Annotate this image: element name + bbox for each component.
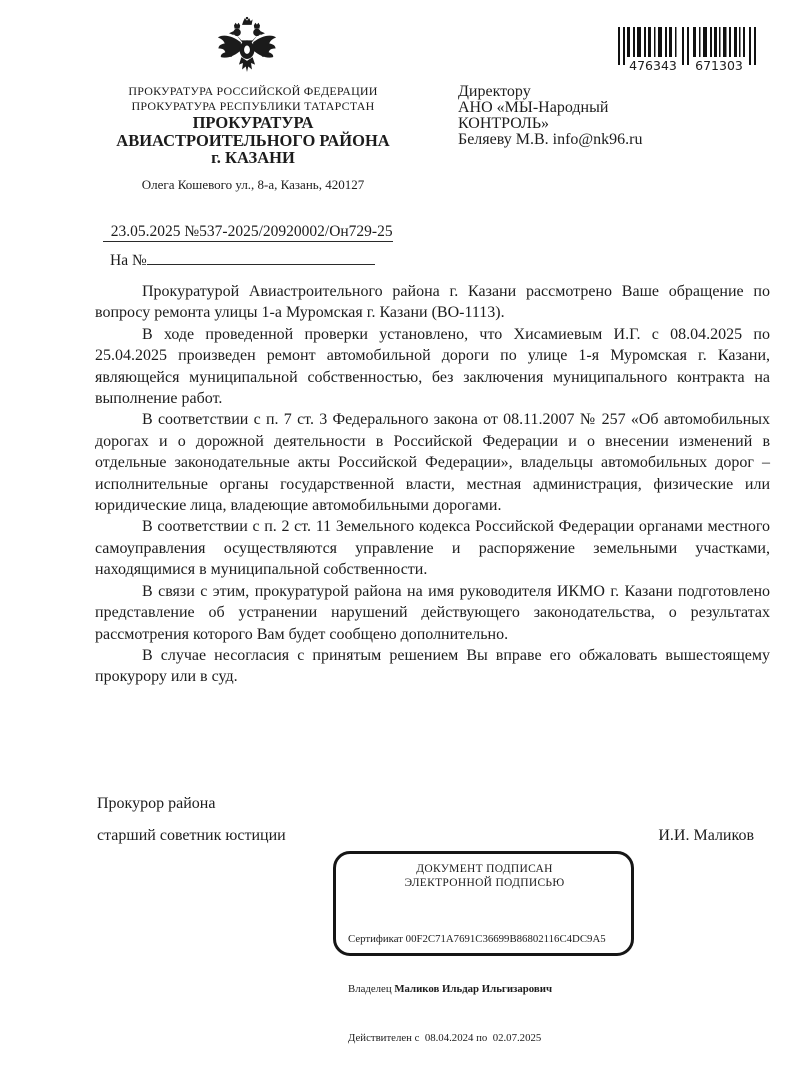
reference-line [103, 223, 393, 241]
stamp-title-line1: ДОКУМЕНТ ПОДПИСАН [416, 863, 553, 875]
barcode-right-digits: 671303 [695, 58, 743, 73]
paragraph: В ходе проведенной проверки установлено, что Хисамиевым И.Г. с 08.04.2025 по 25.04.2025 произведен ремонт автомобильной дороги по улице 1-я Муромская г. Казани, являющейся муниципальной собственностью, без заключения муниципального контракта на выполнение работ. [95, 325, 770, 408]
org-line-tatarstan: ПРОКУРАТУРА РЕСПУБЛИКИ ТАТАРСТАН [131, 99, 375, 113]
stamp-validity-row [348, 1030, 621, 1047]
paragraph: В связи с этим, прокуратурой района на имя руководителя ИКМО г. Казани подготовлено представление об устранении нарушений действующего законодательства, о результатах рассмотрения которого Вам будет сообщено дополнительно. [95, 582, 770, 643]
certificate-value: 00F2C71A7691C36699B86802116C4DC9A5 [405, 933, 606, 945]
addressee-block [458, 84, 718, 148]
owner-label: Владелец [348, 982, 395, 995]
stamp-certificate-row [348, 931, 621, 948]
barcode [618, 27, 757, 78]
barcode-left-digits: 476343 [629, 58, 677, 73]
signer-name: И.И. Маликов [658, 827, 754, 844]
letterhead [103, 84, 403, 193]
signer-position-line1: Прокурор района [97, 795, 216, 812]
stamp-title-line2: ЭЛЕКТРОННОЙ ПОДПИСЬЮ [404, 876, 565, 889]
paragraph: Прокуратурой Авиастроительного района г. Казани рассмотрено Ваше обращение по вопросу ремонта улицы 1-а Муромская г. Казани (ВО-1113). [95, 283, 770, 322]
letter-body [95, 281, 770, 688]
reply-reference-blank [147, 251, 375, 265]
validity-separator: по [473, 1032, 493, 1044]
org-name-line2: АВИАСТРОИТЕЛЬНОГО РАЙОНА [116, 130, 390, 150]
stamp-owner-row [348, 981, 621, 998]
org-name-line3: г. КАЗАНИ [211, 148, 295, 167]
reply-reference-label: На № [110, 252, 147, 269]
signer-position-line2: старший советник юстиции [97, 827, 286, 844]
org-line-federation: ПРОКУРАТУРА РОССИЙСКОЙ ФЕДЕРАЦИИ [128, 84, 378, 98]
signature-row [97, 827, 754, 845]
org-name-line1: ПРОКУРАТУРА [192, 113, 314, 132]
org-address: Олега Кошевого ул., 8-а, Казань, 420127 [141, 176, 365, 192]
addressee-org-line2: КОНТРОЛЬ» [458, 115, 550, 132]
addressee-title: Директору [458, 83, 531, 100]
certificate-label: Сертификат [348, 933, 406, 945]
outgoing-date: 23.05.2025 [103, 223, 185, 240]
validity-from: 08.04.2024 [424, 1032, 474, 1044]
validity-label: Действителен с [348, 1032, 425, 1044]
russia-coat-of-arms-icon [216, 15, 278, 77]
addressee-person-email: Беляеву М.В. info@nk96.ru [458, 131, 643, 148]
owner-value: Маликов Ильдар Ильгизарович [394, 982, 553, 995]
outgoing-number: №537-2025/20920002/Он729-25 [184, 223, 393, 240]
electronic-signature-stamp [333, 851, 634, 1044]
paragraph: В соответствии с п. 2 ст. 11 Земельного кодекса Российской Федерации органами местного самоуправления осуществляются управление и распоряжение земельными участками, находящимися в муниципальной собственности. [95, 518, 770, 579]
paragraph: В случае несогласия с принятым решением Вы вправе его обжаловать вышестоящему прокурору или в суд. [95, 646, 770, 686]
paragraph: В соответствии с п. 7 ст. 3 Федерального закона от 08.11.2007 № 257 «Об автомобильных дорогах и о дорожной деятельности в Российской Федерации и о внесении изменений в отдельные законодательные акты Российской Федерации», владельцы автомобильных дорог – исполнительные органы государственной власти, местная администрация, физические или юридические лица, владеющие автомобильными дорогами. [95, 411, 770, 515]
reply-reference-line [110, 251, 375, 270]
validity-to: 02.07.2025 [492, 1032, 542, 1044]
addressee-org-line1: АНО «МЫ-Народный [458, 99, 609, 116]
